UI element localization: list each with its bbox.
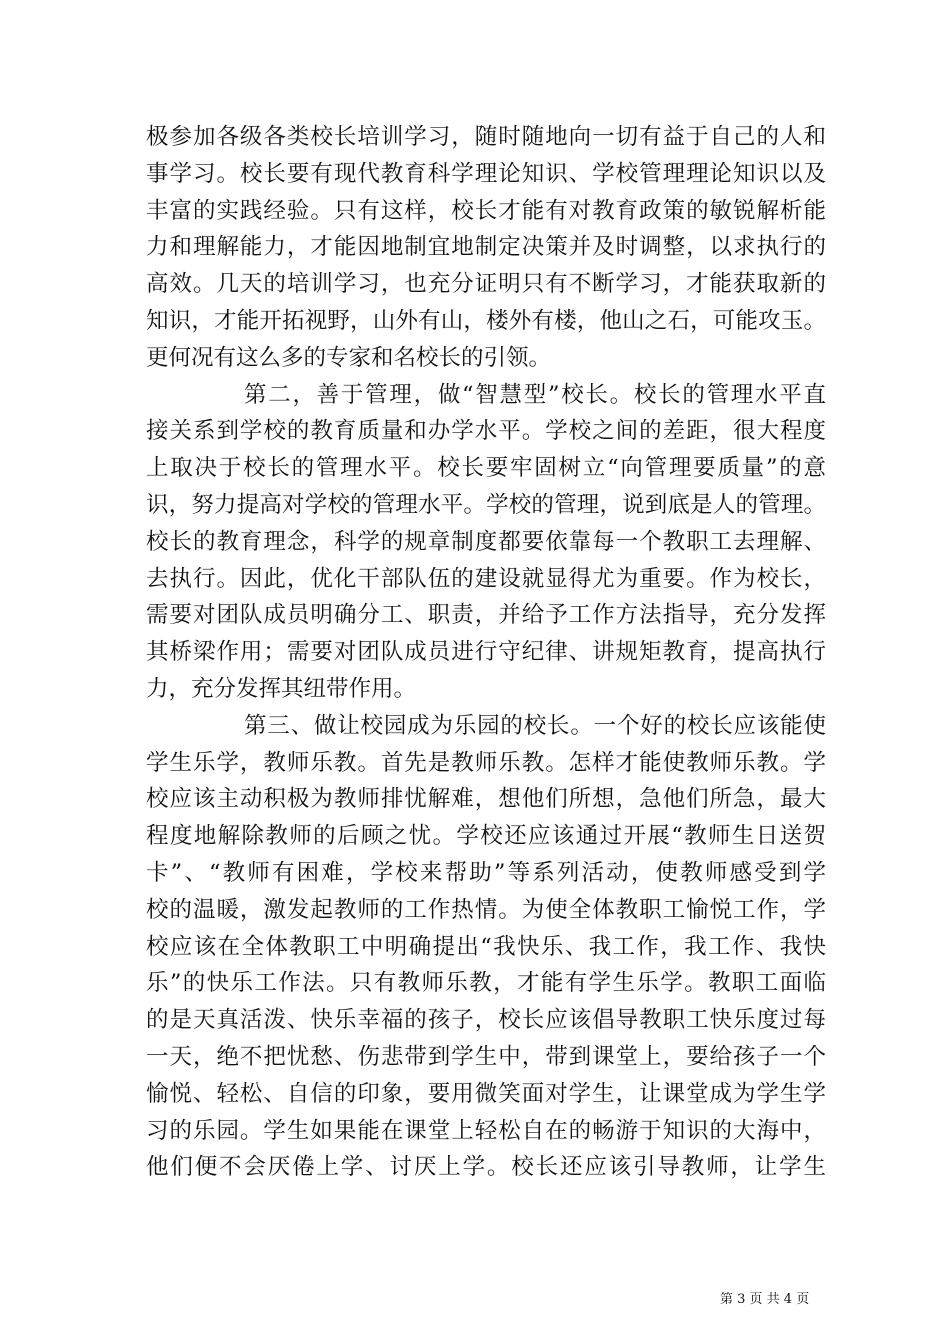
text-line: 学生乐学，教师乐教。首先是教师乐教。怎样才能使教师乐教。学	[146, 749, 826, 776]
text-line: 丰富的实践经验。只有这样，校长才能有对教育政策的敏锐解析能	[146, 197, 826, 224]
text-line: 事学习。校长要有现代教育科学理论知识、学校管理理论知识以及	[146, 160, 826, 187]
text-line: 一天，绝不把忧愁、伤悲带到学生中，带到课堂上，要给孩子一个	[146, 1043, 826, 1070]
text-line: 高效。几天的培训学习，也充分证明只有不断学习，才能获取新的	[146, 271, 826, 298]
text-line: 乐”的快乐工作法。只有教师乐教，才能有学生乐学。教职工面临	[146, 970, 826, 997]
text-line: 上取决于校长的管理水平。校长要牢固树立“向管理要质量”的意	[146, 455, 826, 482]
text-line: 习的乐园。学生如果能在课堂上轻松自在的畅游于知识的大海中，	[146, 1117, 826, 1144]
text-line: 力，充分发挥其纽带作用。	[146, 675, 417, 702]
text-line: 程度地解除教师的后顾之忧。学校还应该通过开展“教师生日送贺	[146, 823, 826, 850]
text-line: 愉悦、轻松、自信的印象，要用微笑面对学生，让课堂成为学生学	[146, 1080, 826, 1107]
text-line: 校长的教育理念，科学的规章制度都要依靠每一个教职工去理解、	[146, 528, 826, 555]
text-line: 需要对团队成员明确分工、职责，并给予工作方法指导，充分发挥	[146, 602, 826, 629]
text-line: 校应该主动积极为教师排忧解难，想他们所想，急他们所急，最大	[146, 786, 826, 813]
text-line: 知识，才能开拓视野，山外有山，楼外有楼，他山之石，可能攻玉。	[146, 307, 826, 334]
text-line: 第二，善于管理，做“智慧型”校长。校长的管理水平直	[244, 381, 826, 408]
page-number: 第 3 页 共 4 页	[720, 1292, 810, 1307]
text-line: 卡”、“教师有困难，学校来帮助”等系列活动，使教师感受到学	[146, 859, 826, 886]
text-line: 校的温暖，激发起教师的工作热情。为使全体教职工愉悦工作，学	[146, 896, 826, 923]
text-line: 力和理解能力，才能因地制宜地制定决策并及时调整，以求执行的	[146, 234, 826, 261]
text-line: 接关系到学校的教育质量和办学水平。学校之间的差距，很大程度	[146, 418, 826, 445]
text-line: 更何况有这么多的专家和名校长的引领。	[146, 344, 552, 371]
text-line: 校应该在全体教职工中明确提出“我快乐、我工作，我工作、我快	[146, 933, 826, 960]
text-line: 他们便不会厌倦上学、讨厌上学。校长还应该引导教师，让学生	[146, 1154, 826, 1181]
body-text	[146, 119, 826, 1186]
text-line: 其桥梁作用；需要对团队成员进行守纪律、讲规矩教育，提高执行	[146, 639, 826, 666]
text-line: 识，努力提高对学校的管理水平。学校的管理，说到底是人的管理。	[146, 491, 826, 518]
text-line: 的是天真活泼、快乐幸福的孩子，校长应该倡导教职工快乐度过每	[146, 1007, 826, 1034]
text-line: 去执行。因此，优化干部队伍的建设就显得尤为重要。作为校长，	[146, 565, 826, 592]
text-line: 第三、做让校园成为乐园的校长。一个好的校长应该能使	[244, 712, 826, 739]
text-line: 极参加各级各类校长培训学习，随时随地向一切有益于自己的人和	[146, 124, 826, 150]
